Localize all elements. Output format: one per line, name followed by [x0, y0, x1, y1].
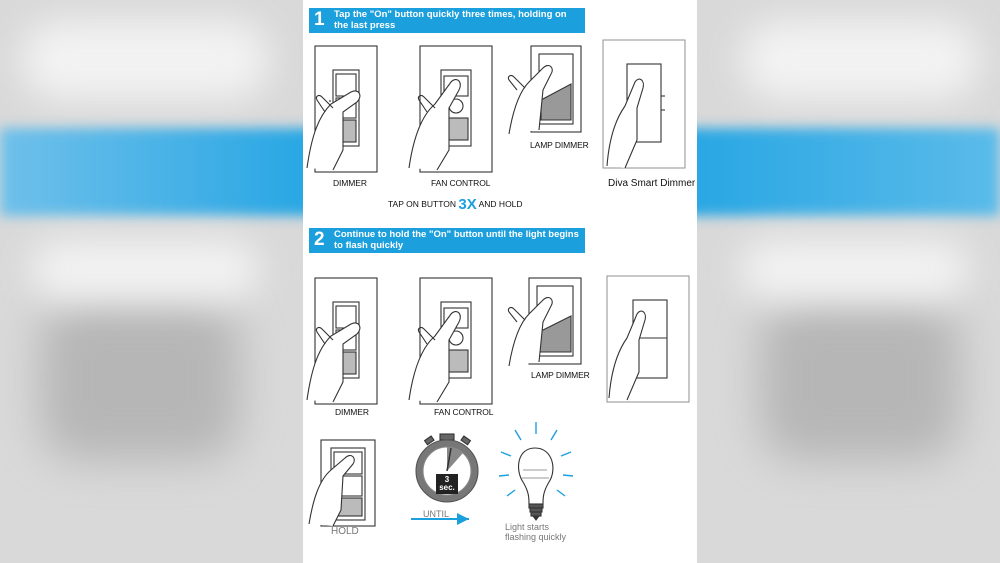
label-hold: HOLD: [331, 526, 359, 537]
step-1-number: 1: [314, 9, 325, 30]
step-1-text: Tap the "On" button quickly three times, holding on the last press: [334, 9, 567, 31]
label-dimmer-1: DIMMER: [333, 178, 367, 188]
fan-control-step2: [409, 278, 492, 404]
dimmer-switch-step2: [307, 278, 377, 404]
label-dimmer-2: DIMMER: [335, 407, 369, 417]
label-lamp-dimmer-1: LAMP DIMMER: [530, 140, 589, 150]
fan-control-step1: [409, 46, 492, 172]
instruction-card: [303, 0, 697, 563]
label-light-line1: Light starts: [505, 522, 550, 532]
step-2-number: 2: [314, 229, 325, 250]
step-2-text: Continue to hold the "On" button until the light begins to flash quickly: [334, 229, 579, 251]
label-lamp-dimmer-2: LAMP DIMMER: [531, 370, 590, 380]
lamp-dimmer-step2: [508, 278, 581, 366]
label-fan-control-2: FAN CONTROL: [434, 407, 494, 417]
tap-count: 3X: [458, 196, 477, 213]
light-bulb-icon: [519, 448, 553, 520]
diva-dimmer-step1: [603, 40, 685, 168]
diagram-line-art: [303, 0, 697, 563]
label-until: UNTIL: [423, 509, 450, 519]
hold-switch: [309, 440, 375, 526]
label-light-line2: flashing quickly: [505, 532, 567, 542]
tap-instruction: TAP ON BUTTON 3X AND HOLD: [388, 196, 523, 213]
label-diva-dimmer: Diva Smart Dimmer: [608, 178, 696, 189]
label-fan-control-1: FAN CONTROL: [431, 178, 491, 188]
diva-dimmer-step2: [607, 276, 689, 402]
dimmer-switch-step1: [307, 46, 377, 172]
timer-label: 3 sec.: [439, 475, 455, 492]
lamp-dimmer-step1: [508, 46, 581, 134]
